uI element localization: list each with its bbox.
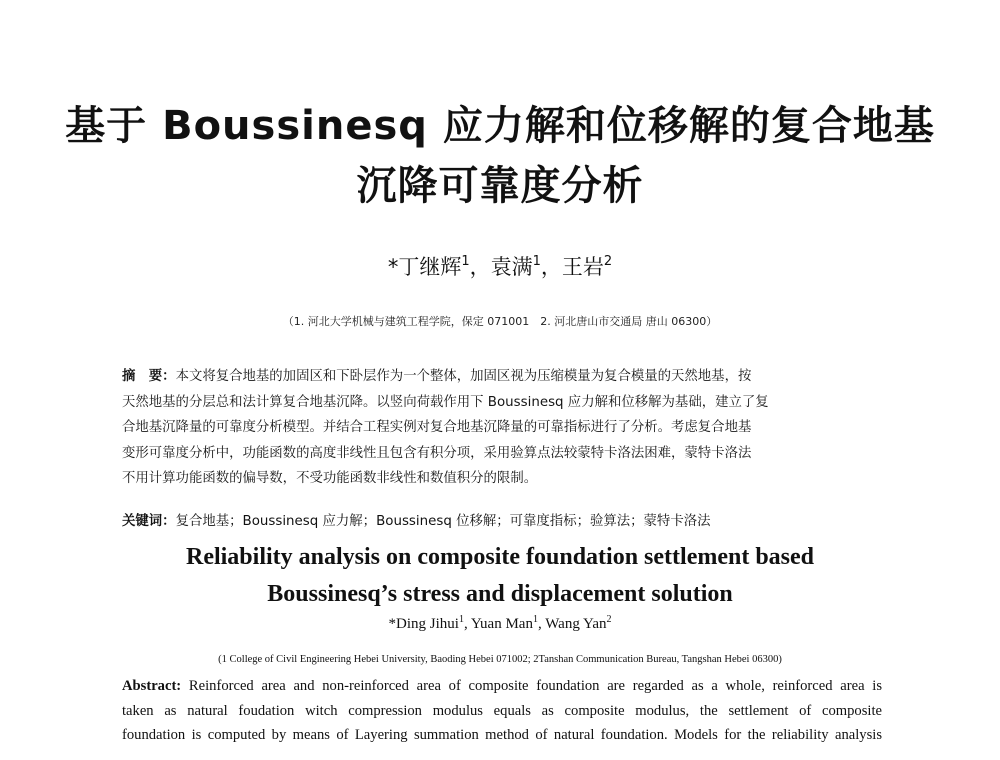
chinese-abstract (122, 364, 882, 492)
chinese-keywords (122, 510, 882, 534)
abstract-line (122, 364, 882, 390)
english-title-line-1: Reliability analysis on composite foundation settlement based (185, 544, 815, 570)
author-affiliation-mark: 1 (461, 254, 470, 269)
abstract-line: 天然地基的分层总和法计算复合地基沉降。以竖向荷载作用下 Boussinesq 应力解和位移解为基础，建立了复 (122, 394, 769, 410)
abstract-text: 本文将复合地基的加固区和下卧层作为一个整体，加固区视为压缩模量为复合模量的天然地基，按 (175, 369, 752, 384)
author-affiliation-mark: 2 (606, 614, 612, 625)
abstract-line: taken as natural foudation witch compression modulus equals as composite modulus, the settlement of composite (122, 702, 882, 719)
chinese-affiliation: （1. 河北大学机械与建筑工程学院，保定 071001 2. 河北唐山市交通局 唐山 06300） (282, 315, 718, 328)
chinese-authors (0, 252, 1000, 282)
abstract-text: Reinforced area and non-reinforced area of composite foundation are regarded as a whole, reinforced area is (188, 678, 882, 694)
author-separator: ， (469, 255, 491, 279)
chinese-title-line-2: 沉降可靠度分析 (356, 163, 644, 209)
author-name: 王岩 (561, 255, 604, 279)
keywords-label: 关键词： (122, 514, 176, 529)
author-affiliation-mark: 1 (458, 614, 464, 625)
english-affiliation: (1 College of Civil Engineering Hebei University, Baoding Hebei 071002; 2Tanshan Communication Bureau, Tangshan Hebei 06300) (218, 654, 782, 665)
corresponding-mark: * (387, 255, 399, 279)
author-name: Wang Yan (545, 616, 607, 632)
author-separator: , (463, 616, 471, 632)
english-abstract (122, 674, 882, 748)
abstract-line: foundation is computed by means of Layering summation method of natural foundation. Models for the reliability analysis (122, 727, 882, 743)
author-name: Ding Jihui (396, 616, 459, 632)
author-name: 袁满 (490, 255, 533, 279)
abstract-label: Abstract: (122, 678, 182, 694)
author-name: 丁继辉 (398, 255, 462, 279)
abstract-line: 不用计算功能函数的偏导数，不受功能函数非线性和数值积分的限制。 (122, 471, 538, 486)
english-title-line-2: Boussinesq’s stress and displacement solution (267, 581, 733, 607)
author-separator: , (537, 616, 546, 632)
author-affiliation-mark: 1 (532, 614, 538, 625)
author-name: Yuan Man (470, 616, 533, 632)
corresponding-mark: * (388, 616, 396, 632)
abstract-line (122, 674, 882, 699)
keywords-text: 复合地基；Boussinesq 应力解；Boussinesq 位移解；可靠度指标；验算法；蒙特卡洛法 (175, 514, 711, 529)
author-affiliation-mark: 2 (603, 254, 613, 269)
abstract-line: 变形可靠度分析中，功能函数的高度非线性且包含有积分项，采用验算点法较蒙特卡洛法困难，蒙特卡洛法 (122, 445, 752, 461)
english-authors (0, 612, 1000, 636)
chinese-title-line-1: 基于 Boussinesq 应力解和位移解的复合地基 (65, 103, 935, 149)
abstract-line: 合地基沉降量的可靠度分析模型。并结合工程实例对复合地基沉降量的可靠指标进行了分析。考虑复合地基 (122, 420, 752, 435)
abstract-label: 摘 要： (122, 369, 176, 384)
author-separator: ， (540, 255, 562, 279)
author-affiliation-mark: 1 (532, 254, 541, 269)
